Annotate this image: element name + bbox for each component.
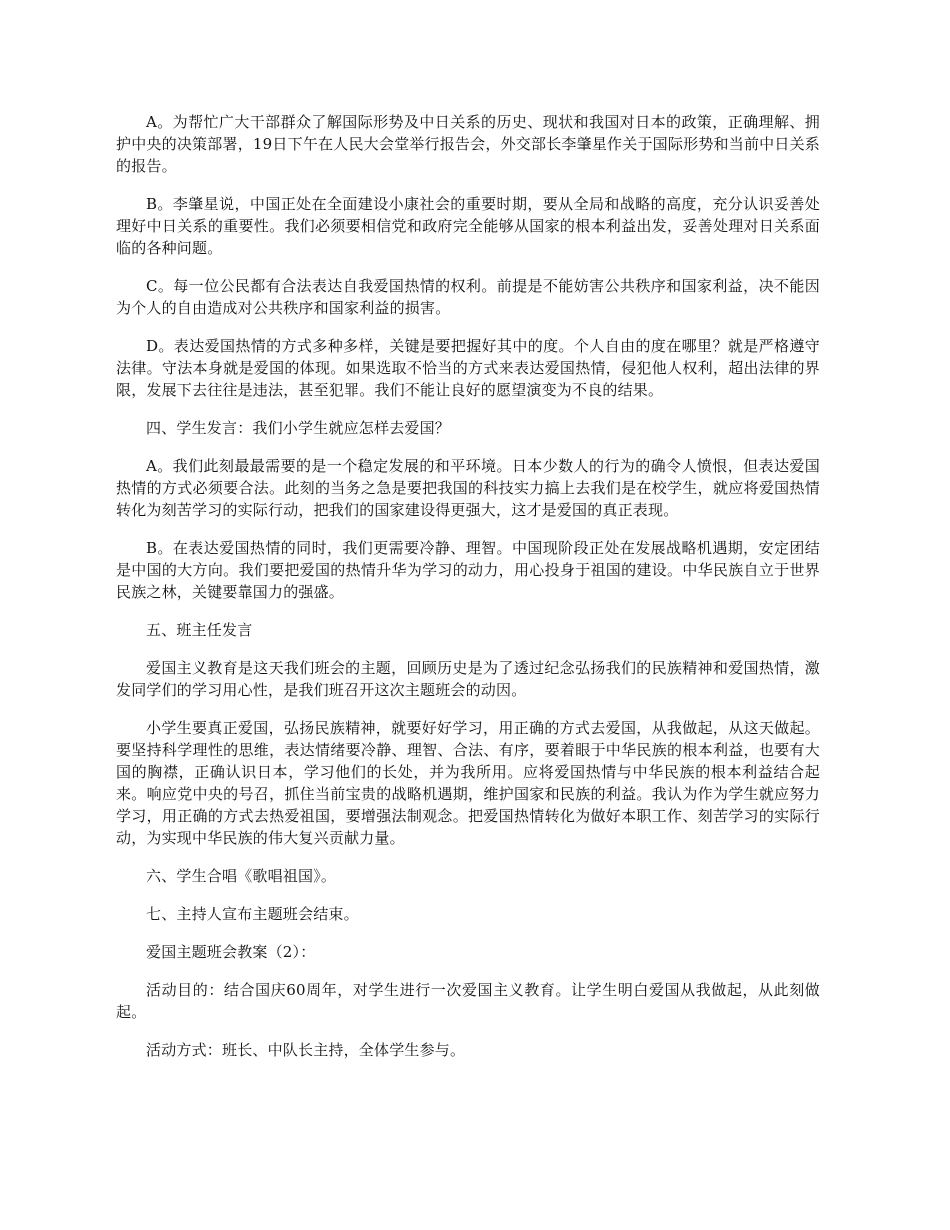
- paragraph-c-citizen-rights: C。每一位公民都有合法表达自我爱国热情的权利。前提是不能妨害公共秩序和国家利益，决不能因为个人的自由造成对公共秩序和国家利益的损害。: [116, 277, 820, 317]
- section-heading-student-speech: 四、学生发言：我们小学生就应怎样去爱国？: [146, 419, 451, 437]
- paragraph-activity-goal: 活动目的：结合国庆60周年，对学生进行一次爱国主义教育。让学生明白爱国从我做起，从此刻做起。: [116, 981, 820, 1021]
- paragraph-teacher-advice: 小学生要真正爱国，弘扬民族精神，就要好好学习，用正确的方式去爱国，从我做起，从这天做起。要坚持科学理性的思维，表达情绪要冷静、理智、合法、有序，要着眼于中华民族的根本利益，也要有大国的胸襟，正确认识日本，学习他们的长处，并为我所用。应将爱国热情与中华民族的根本利益结合起来。响应党中央的号召，抓住当前宝贵的战略机遇期，维护国家和民族的利益。我认为作为学生就应努力学习，用正确的方式去热爱祖国，要增强法制观念。把爱国热情转化为做好本职工作、刻苦学习的实际行动，为实现中华民族的伟大复兴贡献力量。: [116, 719, 820, 847]
- lesson-plan-title: 爱国主题班会教案（2）：: [146, 943, 316, 961]
- paragraph-activity-method: 活动方式：班长、中队长主持，全体学生参与。: [146, 1041, 466, 1059]
- paragraph-student-a: A。我们此刻最最需要的是一个稳定发展的和平环境。日本少数人的行为的确令人愤恨，但表达爱国热情的方式必须要合法。此刻的当务之急是要把我国的科技实力搞上去我们是在校学生，就应将爱国热情转化为刻苦学习的实际行动，把我们的国家建设得更强大，这才是爱国的真正表现。: [116, 457, 820, 519]
- paragraph-b-li-zhaoxing: B。李肇星说，中国正处在全面建设小康社会的重要时期，要从全局和战略的高度，充分认识妥善处理好中日关系的重要性。我们必须要相信党和政府完全能够从国家的根本利益出发，妥善处理对日关系面临的各种问题。: [116, 195, 820, 257]
- section-heading-chorus: 六、学生合唱《歌唱祖国》。: [146, 867, 337, 885]
- paragraph-student-b: B。在表达爱国热情的同时，我们更需要冷静、理智。中国现阶段正处在发展战略机遇期，安定团结是中国的大方向。我们要把爱国的热情升华为学习的动力，用心投身于祖国的建设。中华民族自立于世界民族之林，关键要靠国力的强盛。: [116, 539, 820, 601]
- section-heading-teacher-speech: 五、班主任发言: [146, 621, 253, 639]
- paragraph-teacher-theme: 爱国主义教育是这天我们班会的主题，回顾历史是为了透过纪念弘扬我们的民族精神和爱国热情，激发同学们的学习用心性，是我们班召开这次主题班会的动因。: [116, 659, 820, 699]
- paragraph-a-report: A。为帮忙广大干部群众了解国际形势及中日关系的历史、现状和我国对日本的政策，正确理解、拥护中央的决策部署，19日下午在人民大会堂举行报告会，外交部长李肇星作关于国际形势和当前中日关系的报告。: [116, 113, 820, 175]
- paragraph-d-patriotism-degree: D。表达爱国热情的方式多种多样，关键是要把握好其中的度。个人自由的度在哪里？就是严格遵守法律。守法本身就是爱国的体现。如果选取不恰当的方式来表达爱国热情，侵犯他人权利，超出法律的界限，发展下去往往是违法，甚至犯罪。我们不能让良好的愿望演变为不良的结果。: [116, 337, 820, 399]
- section-heading-closing: 七、主持人宣布主题班会结束。: [146, 905, 359, 923]
